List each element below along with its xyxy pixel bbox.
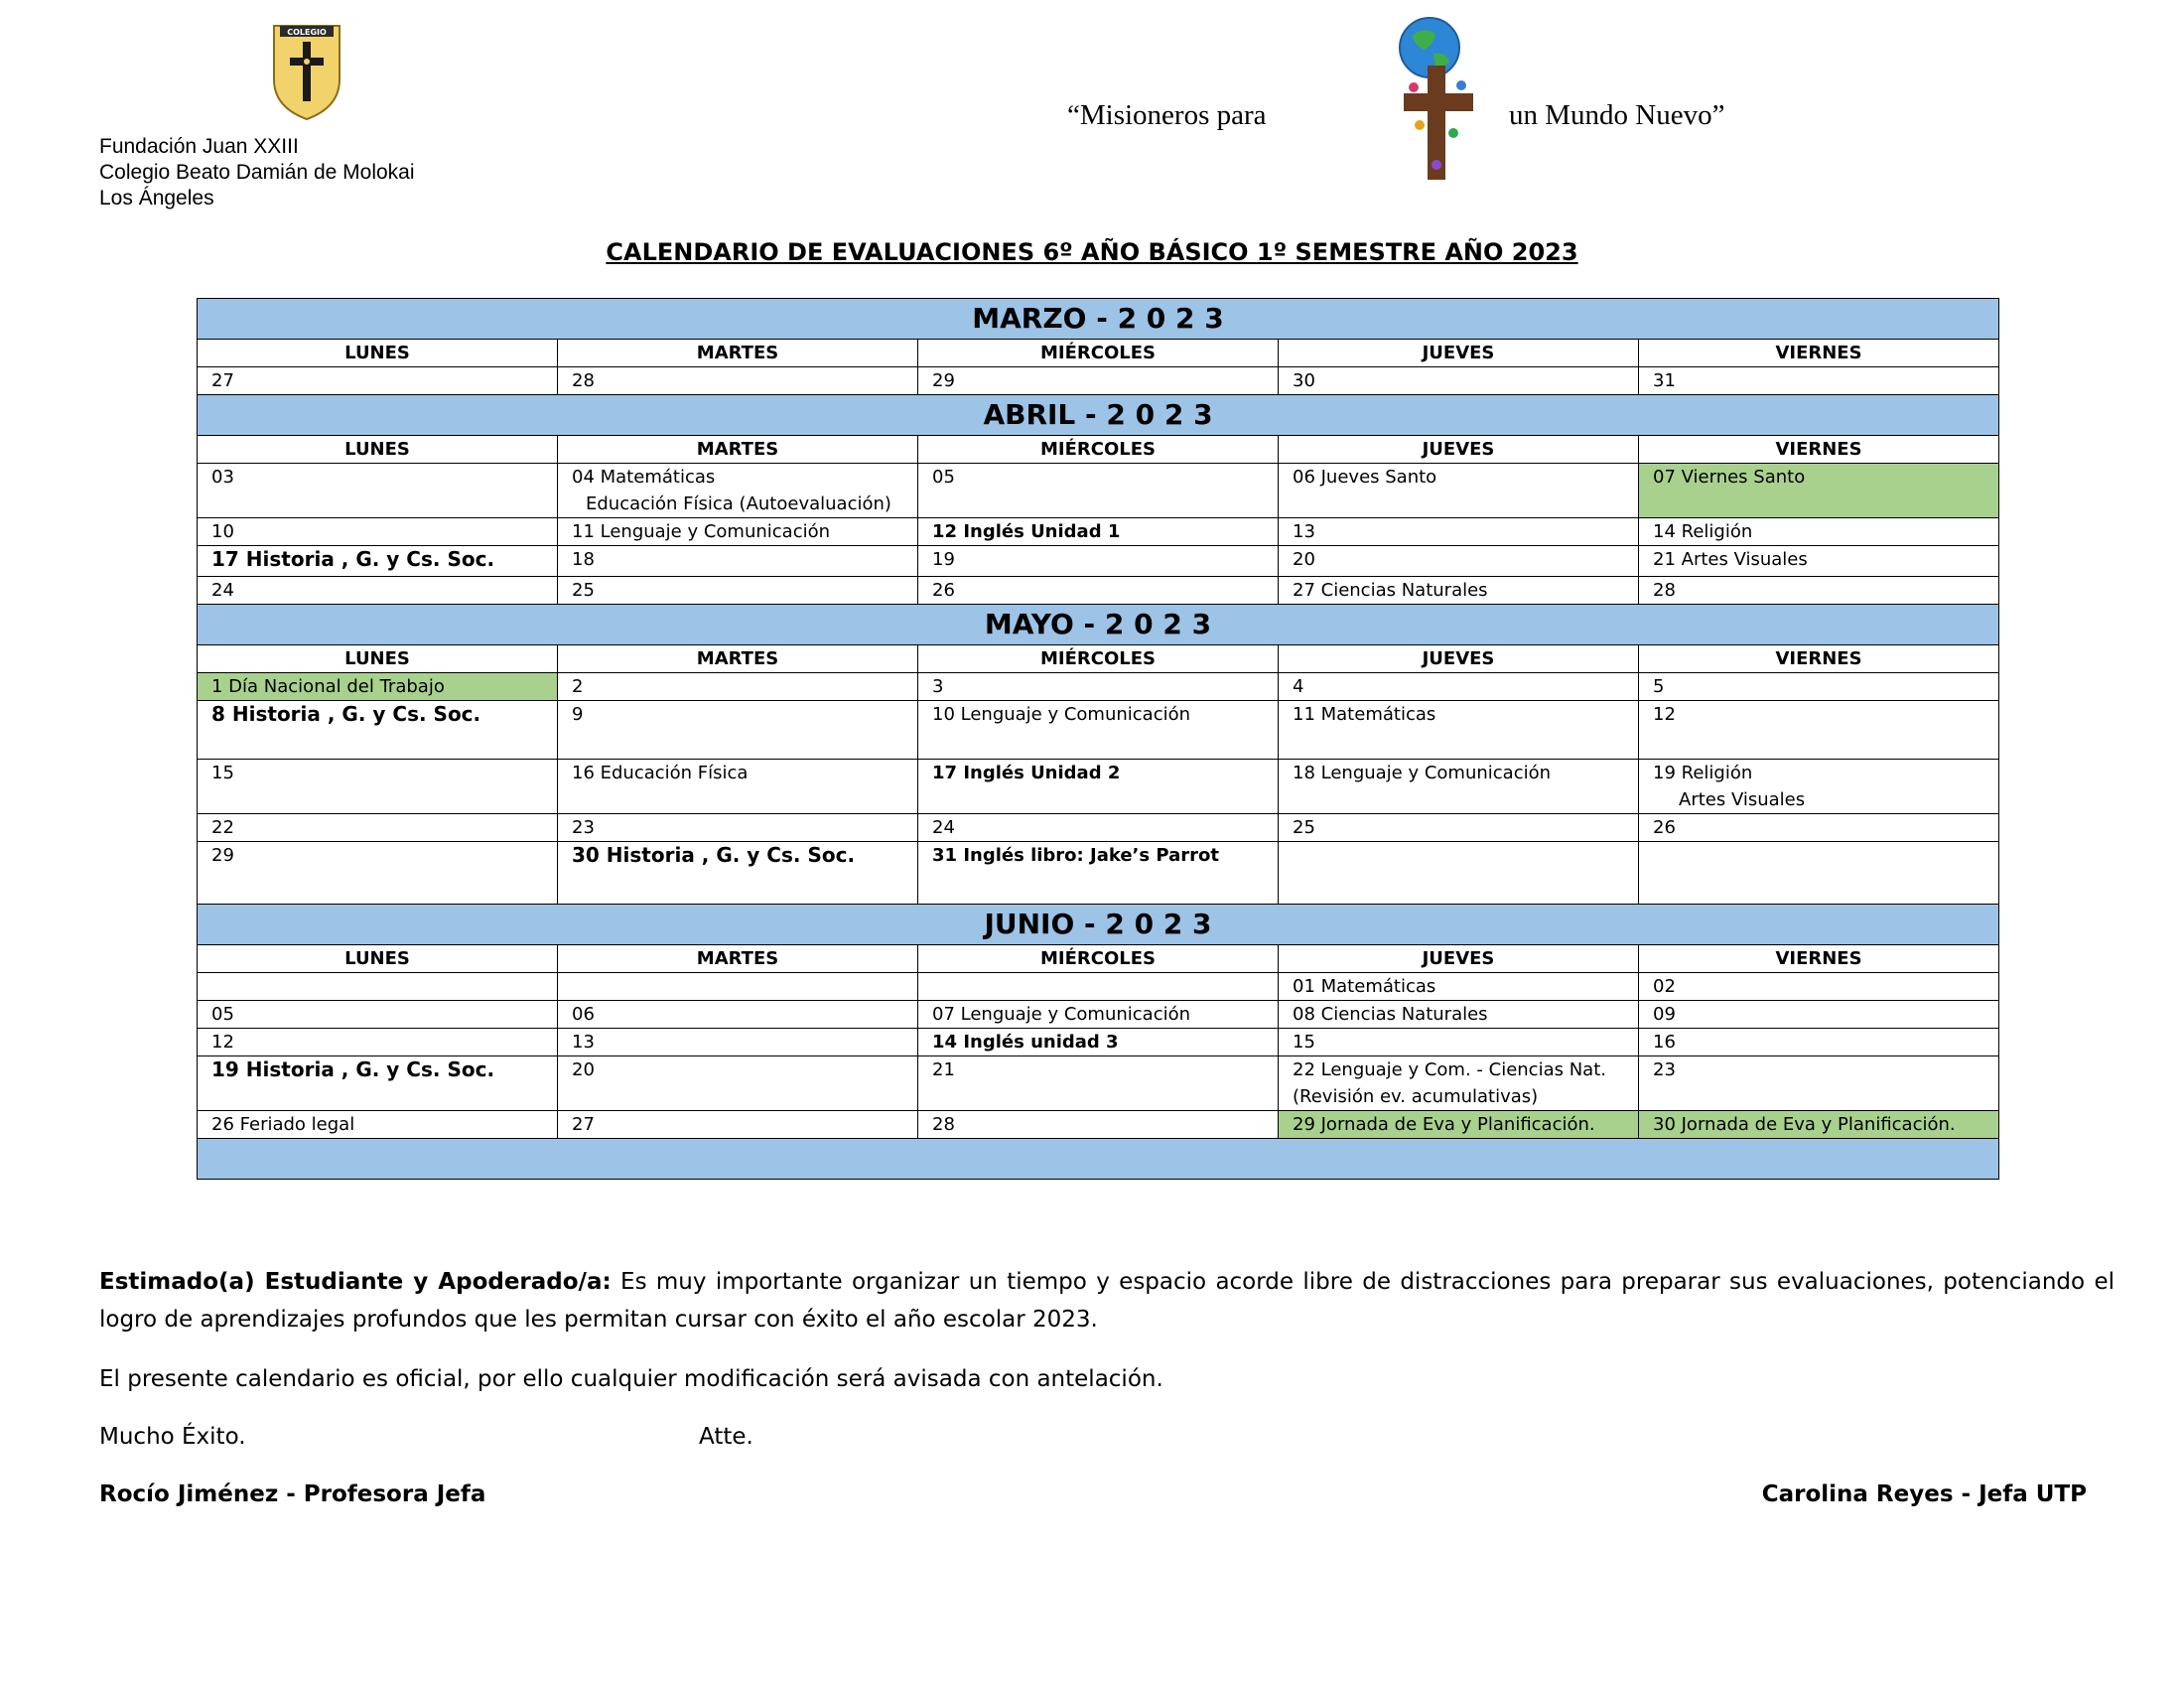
weekday-header: LUNES: [198, 945, 558, 973]
weekday-header: MARTES: [558, 340, 918, 367]
weekday-header: JUEVES: [1279, 945, 1639, 973]
month-header-abril: ABRIL - 2 0 2 3: [198, 395, 1999, 436]
day-cell: 25: [558, 577, 918, 605]
day-cell: 20: [1279, 546, 1639, 577]
day-cell: 09: [1639, 1001, 1999, 1029]
day-cell: 12: [1639, 701, 1999, 760]
day-cell: 30: [1279, 367, 1639, 395]
weekday-header: VIERNES: [1639, 645, 1999, 673]
day-cell-line: 22 Lenguaje y Com. - Ciencias Nat.: [1293, 1059, 1606, 1080]
weekday-header: MARTES: [558, 436, 918, 464]
day-cell: 13: [558, 1029, 918, 1056]
day-cell: 27 Ciencias Naturales: [1279, 577, 1639, 605]
day-cell-line: 19 Religión: [1653, 763, 1753, 783]
day-cell: 11 Lenguaje y Comunicación: [558, 518, 918, 546]
weekday-header: VIERNES: [1639, 945, 1999, 973]
day-cell: [918, 973, 1279, 1001]
day-cell-holiday: 30 Jornada de Eva y Planificación.: [1639, 1111, 1999, 1139]
day-cell: 9: [558, 701, 918, 760]
day-cell: [558, 464, 918, 518]
weekday-header: MARTES: [558, 945, 918, 973]
day-cell: 19: [918, 546, 1279, 577]
day-cell: 18: [558, 546, 918, 577]
weekday-header: JUEVES: [1279, 340, 1639, 367]
day-cell-english: 12 Inglés Unidad 1: [918, 518, 1279, 546]
day-cell: 3: [918, 673, 1279, 701]
day-cell: 05: [918, 464, 1279, 518]
greeting-paragraph: [99, 1263, 2115, 1338]
day-cell: 13: [1279, 518, 1639, 546]
day-cell: 26: [1639, 814, 1999, 842]
greeting-bold: Estimado(a) Estudiante y Apoderado/a:: [99, 1269, 612, 1295]
day-cell-holiday: 1 Día Nacional del Trabajo: [198, 673, 558, 701]
day-cell: 14 Religión: [1639, 518, 1999, 546]
day-cell-history: 17 Historia , G. y Cs. Soc.: [198, 546, 558, 577]
day-cell: 29: [918, 367, 1279, 395]
official-notice: El presente calendario es oficial, por ello cualquier modificación será avisada con antelación.: [99, 1366, 1163, 1392]
day-cell-english: 14 Inglés unidad 3: [918, 1029, 1279, 1056]
day-cell: 20: [558, 1056, 918, 1111]
weekday-header: LUNES: [198, 645, 558, 673]
day-cell: 16 Educación Física: [558, 760, 918, 814]
weekday-header: VIERNES: [1639, 436, 1999, 464]
day-cell: 27: [558, 1111, 918, 1139]
motto-left: “Misioneros para: [1067, 99, 1267, 131]
day-cell: 28: [918, 1111, 1279, 1139]
day-cell-english: 31 Inglés libro: Jake’s Parrot: [918, 842, 1279, 905]
day-cell: 10 Lenguaje y Comunicación: [918, 701, 1279, 760]
school-crest-logo: [270, 22, 343, 121]
day-cell: 5: [1639, 673, 1999, 701]
weekday-header: MARTES: [558, 645, 918, 673]
day-cell: 24: [918, 814, 1279, 842]
day-cell: 15: [1279, 1029, 1639, 1056]
day-cell: 27: [198, 367, 558, 395]
document-title: CALENDARIO DE EVALUACIONES 6º AÑO BÁSICO 1º SEMESTRE AÑO 2023: [606, 238, 1578, 266]
day-cell: 4: [1279, 673, 1639, 701]
signer-left: Rocío Jiménez - Profesora Jefa: [99, 1481, 486, 1507]
day-cell-english: 17 Inglés Unidad 2: [918, 760, 1279, 814]
day-cell: 15: [198, 760, 558, 814]
weekday-header: MIÉRCOLES: [918, 340, 1279, 367]
day-cell-extra-line: Educación Física (Autoevaluación): [586, 493, 891, 514]
day-cell: 26: [918, 577, 1279, 605]
day-cell: 23: [1639, 1056, 1999, 1111]
day-cell-extra-line: Artes Visuales: [1679, 789, 1806, 810]
day-cell: [1279, 842, 1639, 905]
day-cell: [198, 973, 558, 1001]
day-cell: 07 Lenguaje y Comunicación: [918, 1001, 1279, 1029]
weekday-header: JUEVES: [1279, 436, 1639, 464]
day-cell: 29: [198, 842, 558, 905]
day-cell: 12: [198, 1029, 558, 1056]
motto-right: un Mundo Nuevo”: [1509, 99, 1725, 131]
month-header-marzo: MARZO - 2 0 2 3: [198, 299, 1999, 340]
month-header-junio: JUNIO - 2 0 2 3: [198, 905, 1999, 945]
day-cell: 22: [198, 814, 558, 842]
day-cell: 2: [558, 673, 918, 701]
weekday-header: MIÉRCOLES: [918, 945, 1279, 973]
day-cell-line: 04 Matemáticas: [572, 467, 716, 488]
weekday-header: LUNES: [198, 340, 558, 367]
day-cell: 06: [558, 1001, 918, 1029]
day-cell: [1639, 760, 1999, 814]
weekday-header: LUNES: [198, 436, 558, 464]
calendar-footer-band: [198, 1139, 1999, 1180]
day-cell: 28: [558, 367, 918, 395]
day-cell-history: 8 Historia , G. y Cs. Soc.: [198, 701, 558, 760]
day-cell: 21: [918, 1056, 1279, 1111]
day-cell-extra-line: (Revisión ev. acumulativas): [1293, 1086, 1539, 1107]
day-cell: 08 Ciencias Naturales: [1279, 1001, 1639, 1029]
day-cell: 03: [198, 464, 558, 518]
evaluation-calendar-table: [197, 298, 1999, 1180]
greeting-text: Es muy importante organizar un tiempo y espacio acorde libre de distracciones para preparar sus evaluaciones, potenciando el logro de aprendizajes profundos que les permitan cursar con éxito el año escolar 2023.: [99, 1269, 2115, 1333]
school-line-foundation: Fundación Juan XXIII: [99, 135, 299, 158]
day-cell: 16: [1639, 1029, 1999, 1056]
day-cell: 18 Lenguaje y Comunicación: [1279, 760, 1639, 814]
day-cell: 01 Matemáticas: [1279, 973, 1639, 1001]
day-cell: 25: [1279, 814, 1639, 842]
weekday-header: MIÉRCOLES: [918, 436, 1279, 464]
atte-text: Atte.: [699, 1424, 753, 1450]
crest-lettering: COLEGIO: [287, 28, 327, 37]
day-cell: 26 Feriado legal: [198, 1111, 558, 1139]
day-cell-holiday: 07 Viernes Santo: [1639, 464, 1999, 518]
day-cell: 23: [558, 814, 918, 842]
closing-text: Mucho Éxito.: [99, 1424, 246, 1450]
day-cell: 24: [198, 577, 558, 605]
month-header-mayo: MAYO - 2 0 2 3: [198, 605, 1999, 645]
day-cell: 11 Matemáticas: [1279, 701, 1639, 760]
school-line-name: Colegio Beato Damián de Molokai: [99, 161, 415, 184]
day-cell: 02: [1639, 973, 1999, 1001]
signer-right: Carolina Reyes - Jefa UTP: [1761, 1481, 2087, 1507]
day-cell-holiday: 29 Jornada de Eva y Planificación.: [1279, 1111, 1639, 1139]
school-line-city: Los Ángeles: [99, 187, 214, 210]
weekday-header: JUEVES: [1279, 645, 1639, 673]
weekday-header: MIÉRCOLES: [918, 645, 1279, 673]
weekday-header: VIERNES: [1639, 340, 1999, 367]
day-cell: 10: [198, 518, 558, 546]
day-cell: 31: [1639, 367, 1999, 395]
day-cell-history: 30 Historia , G. y Cs. Soc.: [558, 842, 918, 905]
day-cell: 28: [1639, 577, 1999, 605]
school-info: [99, 134, 415, 211]
day-cell: [1279, 1056, 1639, 1111]
day-cell: 21 Artes Visuales: [1639, 546, 1999, 577]
day-cell: 05: [198, 1001, 558, 1029]
day-cell: [1639, 842, 1999, 905]
day-cell: [558, 973, 918, 1001]
globe-cross-logo: [1390, 16, 1489, 185]
day-cell-history: 19 Historia , G. y Cs. Soc.: [198, 1056, 558, 1111]
day-cell: 06 Jueves Santo: [1279, 464, 1639, 518]
